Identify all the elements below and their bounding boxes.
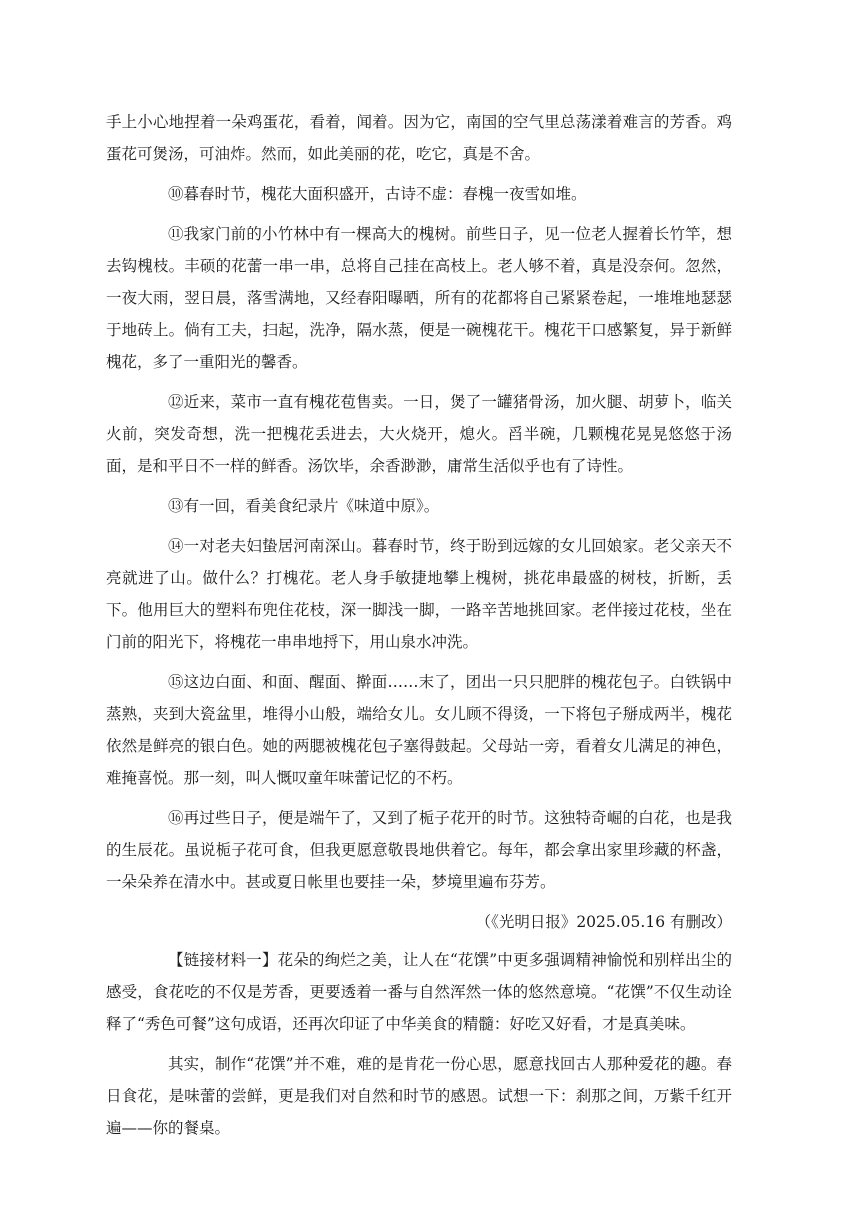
paragraph-10: ⑩暮春时节，槐花大面积盛开，古诗不虚：春槐一夜雪如堆。	[168, 185, 587, 203]
link-material-1-paragraph: 【链接材料一】花朵的绚烂之美，让人在“花馔”中更多强调精神愉悦和别样出尘的感受，食花吃的不仅是芳香，更要透着一番与自然浑然一体的悠然意境。“花馔”不仅生动诠释了“秀色可餐”这句成语，还再次印证了中华美食的精髓：好吃又好看，才是真美味。	[106, 951, 732, 1033]
paragraph-11: ⑪我家门前的小竹林中有一棵高大的槐树。前些日子，见一位老人握着长竹竿，想去钩槐枝。丰硕的花蕾一串一串，总将自己挂在高枝上。老人够不着，真是没奈何。忽然，一夜大雨，翌日晨，落雪满地，又经春阳曝晒，所有的花都将自己紧紧卷起，一堆堆地瑟瑟于地砖上。倘有工夫，扫起，洗净，隔水蒸，便是一碗槐花干。槐花干口感繁复，异于新鲜槐花，多了一重阳光的馨香。	[106, 225, 732, 371]
paragraph-15: ⑮这边白面、和面、醒面、擀面……末了，团出一只只肥胖的槐花包子。白铁锅中蒸熟，夹到大瓷盆里，堆得小山般，端给女儿。女儿顾不得烫，一下将包子掰成两半，槐花依然是鲜亮的银白色。她的两腮被槐花包子塞得鼓起。父母站一旁，看着女儿满足的神色，难掩喜悦。那一刻，叫人慨叹童年味蕾记忆的不朽。	[106, 673, 732, 787]
paragraph-14: ⑭一对老夫妇蛰居河南深山。暮春时节，终于盼到远嫁的女儿回娘家。老父亲天不亮就进了山。做什么？打槐花。老人身手敏捷地攀上槐树，挑花串最盛的树枝，折断，丢下。他用巨大的塑料布兜住花枝，深一脚浅一脚，一路辛苦地挑回家。老伴接过花枝，坐在门前的阳光下，将槐花一串串地捋下，用山泉水冲洗。	[106, 537, 732, 651]
paragraph-intro: 手上小心地捏着一朵鸡蛋花，看着，闻着。因为它，南国的空气里总荡漾着难言的芳香。鸡蛋花可煲汤，可油炸。然而，如此美丽的花，吃它，真是不舍。	[106, 113, 732, 163]
link-material-2-paragraph: 其实，制作“花馔”并不难，难的是肯花一份心思，愿意找回古人那种爱花的趣。春日食花，是味蕾的尝鲜，更是我们对自然和时节的感恩。试想一下：刹那之间，万紫千红开遍——你的餐桌。	[106, 1055, 732, 1137]
paragraph-13: ⑬有一回，看美食纪录片《味道中原》。	[168, 497, 440, 515]
paragraph-16: ⑯再过些日子，便是端午了，又到了栀子花开的时节。这独特奇崛的白花，也是我的生辰花。虽说栀子花可食，但我更愿意敬畏地供着它。每年，都会拿出家里珍藏的杯盏，一朵朵养在清水中。甚或夏日帐里也要挂一朵，梦境里遍布芬芳。	[106, 809, 732, 891]
paragraph-12: ⑫近来，菜市一直有槐花苞售卖。一日，煲了一罐猪骨汤，加火腿、胡萝卜，临关火前，突发奇想，洗一把槐花丢进去，大火烧开，熄火。舀半碗，几颗槐花晃晃悠悠于汤面，是和平日不一样的鲜香。汤饮毕，余香渺渺，庸常生活似乎也有了诗性。	[106, 393, 732, 475]
source-citation: （《光明日报》2025.05.16 有删改）	[475, 913, 732, 931]
